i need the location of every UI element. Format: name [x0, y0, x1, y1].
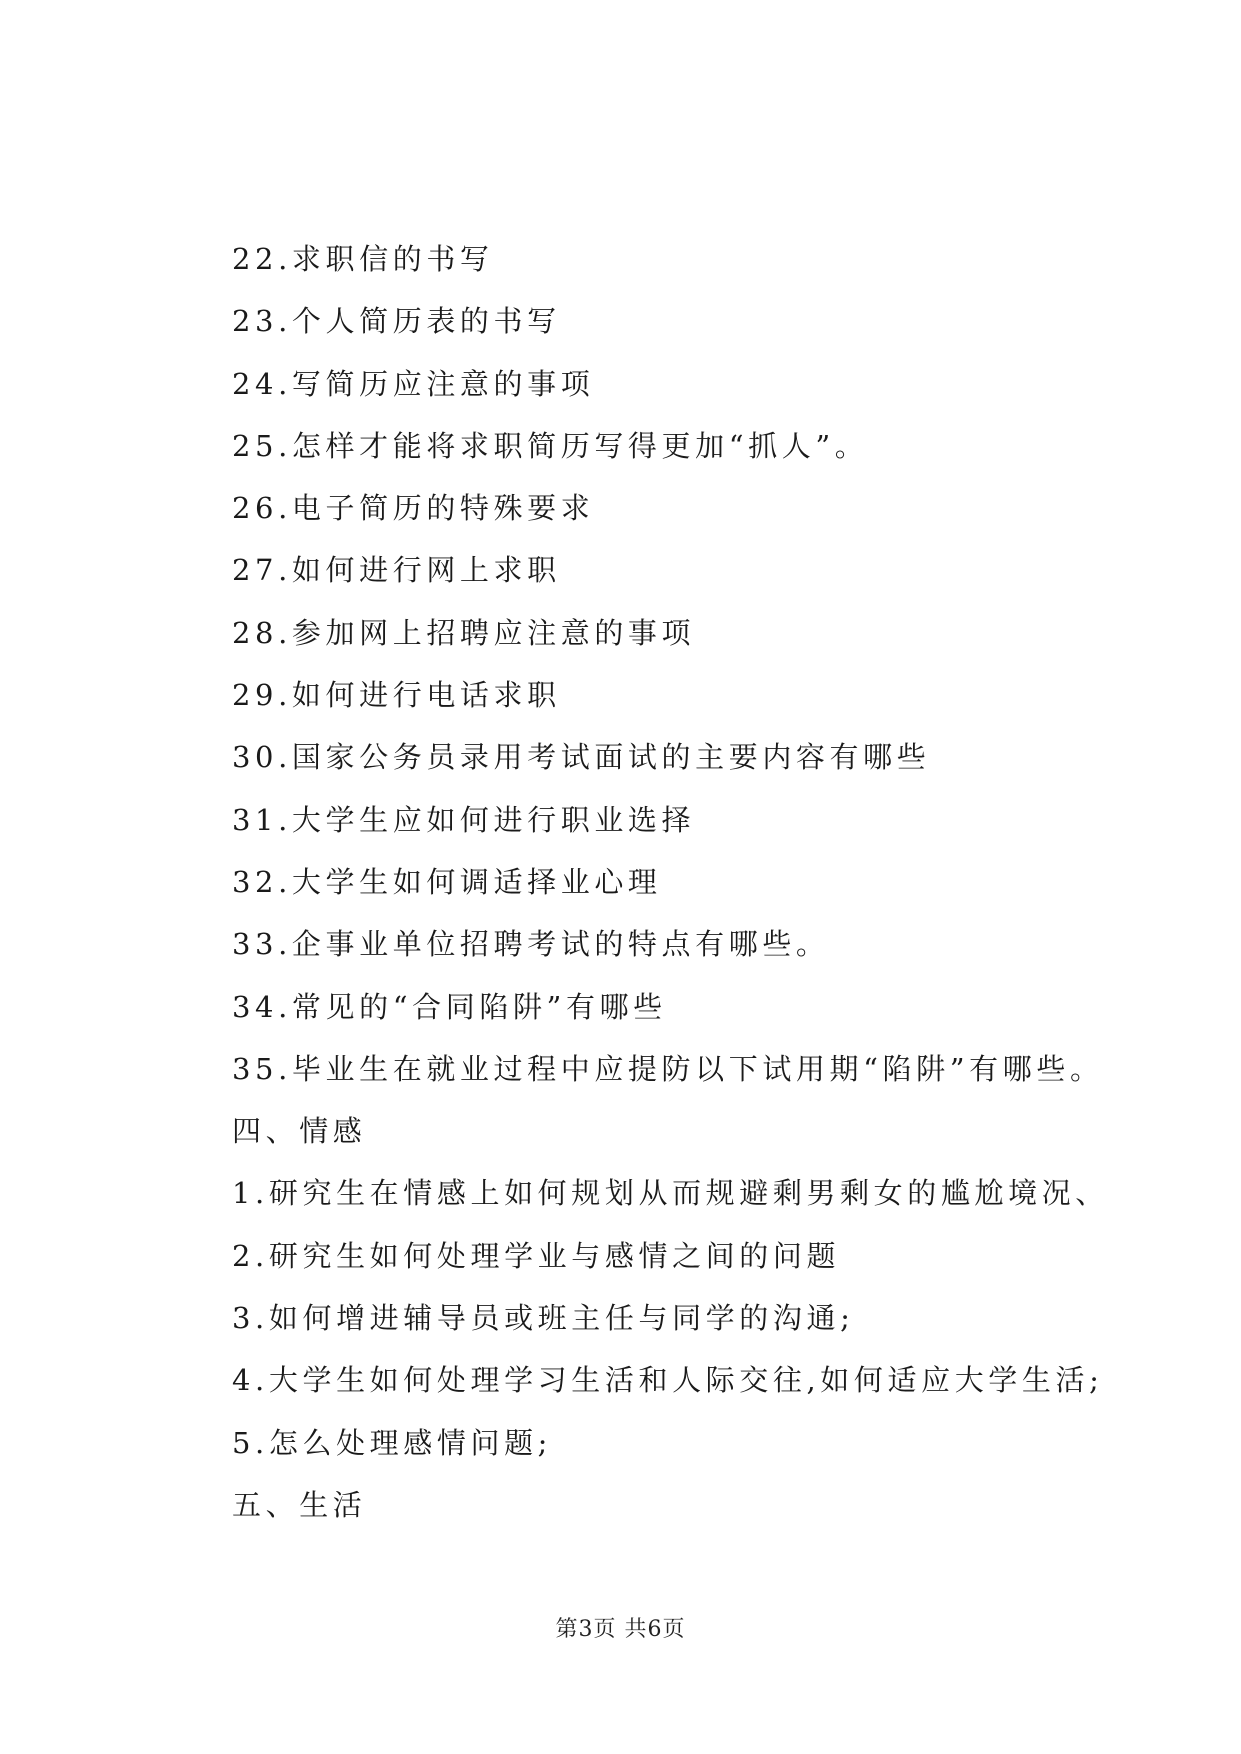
list-item: 2.研究生如何处理学业与感情之间的问题	[232, 1238, 841, 1273]
list-item: 35.毕业生在就业过程中应提防以下试用期“陷阱”有哪些。	[232, 1051, 1104, 1086]
list-item: 22.求职信的书写	[232, 242, 494, 276]
list-item: 1.研究生在情感上如何规划从而规避剩男剩女的尴尬境况、	[232, 1176, 1109, 1211]
list-item: 4.大学生如何处理学习生活和人际交往,如何适应大学生活;	[232, 1363, 1104, 1398]
list-item: 24.写简历应注意的事项	[232, 366, 595, 401]
list-item: 23.个人简历表的书写	[232, 304, 561, 339]
list-item: 25.怎样才能将求职简历写得更加“抓人”。	[232, 428, 869, 463]
list-item: 3.如何增进辅导员或班主任与同学的沟通;	[232, 1301, 855, 1336]
list-item: 34.常见的“合同陷阱”有哪些	[232, 989, 667, 1024]
list-item: 32.大学生如何调适择业心理	[232, 864, 662, 899]
list-item: 26.电子简历的特殊要求	[232, 491, 595, 526]
list-item: 31.大学生应如何进行职业选择	[232, 802, 696, 837]
page-number: 第3页 共6页	[555, 1617, 686, 1642]
list-item: 33.企事业单位招聘考试的特点有哪些。	[232, 927, 830, 962]
list-item: 29.如何进行电话求职	[232, 678, 561, 713]
list-item: 28.参加网上招聘应注意的事项	[232, 615, 696, 650]
list-item: 27.如何进行网上求职	[232, 553, 561, 588]
document-body	[232, 228, 1132, 1536]
section-heading: 五、生活	[232, 1487, 367, 1522]
list-item: 30.国家公务员录用考试面试的主要内容有哪些	[232, 740, 931, 775]
list-item: 5.怎么处理感情问题;	[232, 1425, 553, 1460]
section-heading: 四、情感	[232, 1114, 367, 1149]
